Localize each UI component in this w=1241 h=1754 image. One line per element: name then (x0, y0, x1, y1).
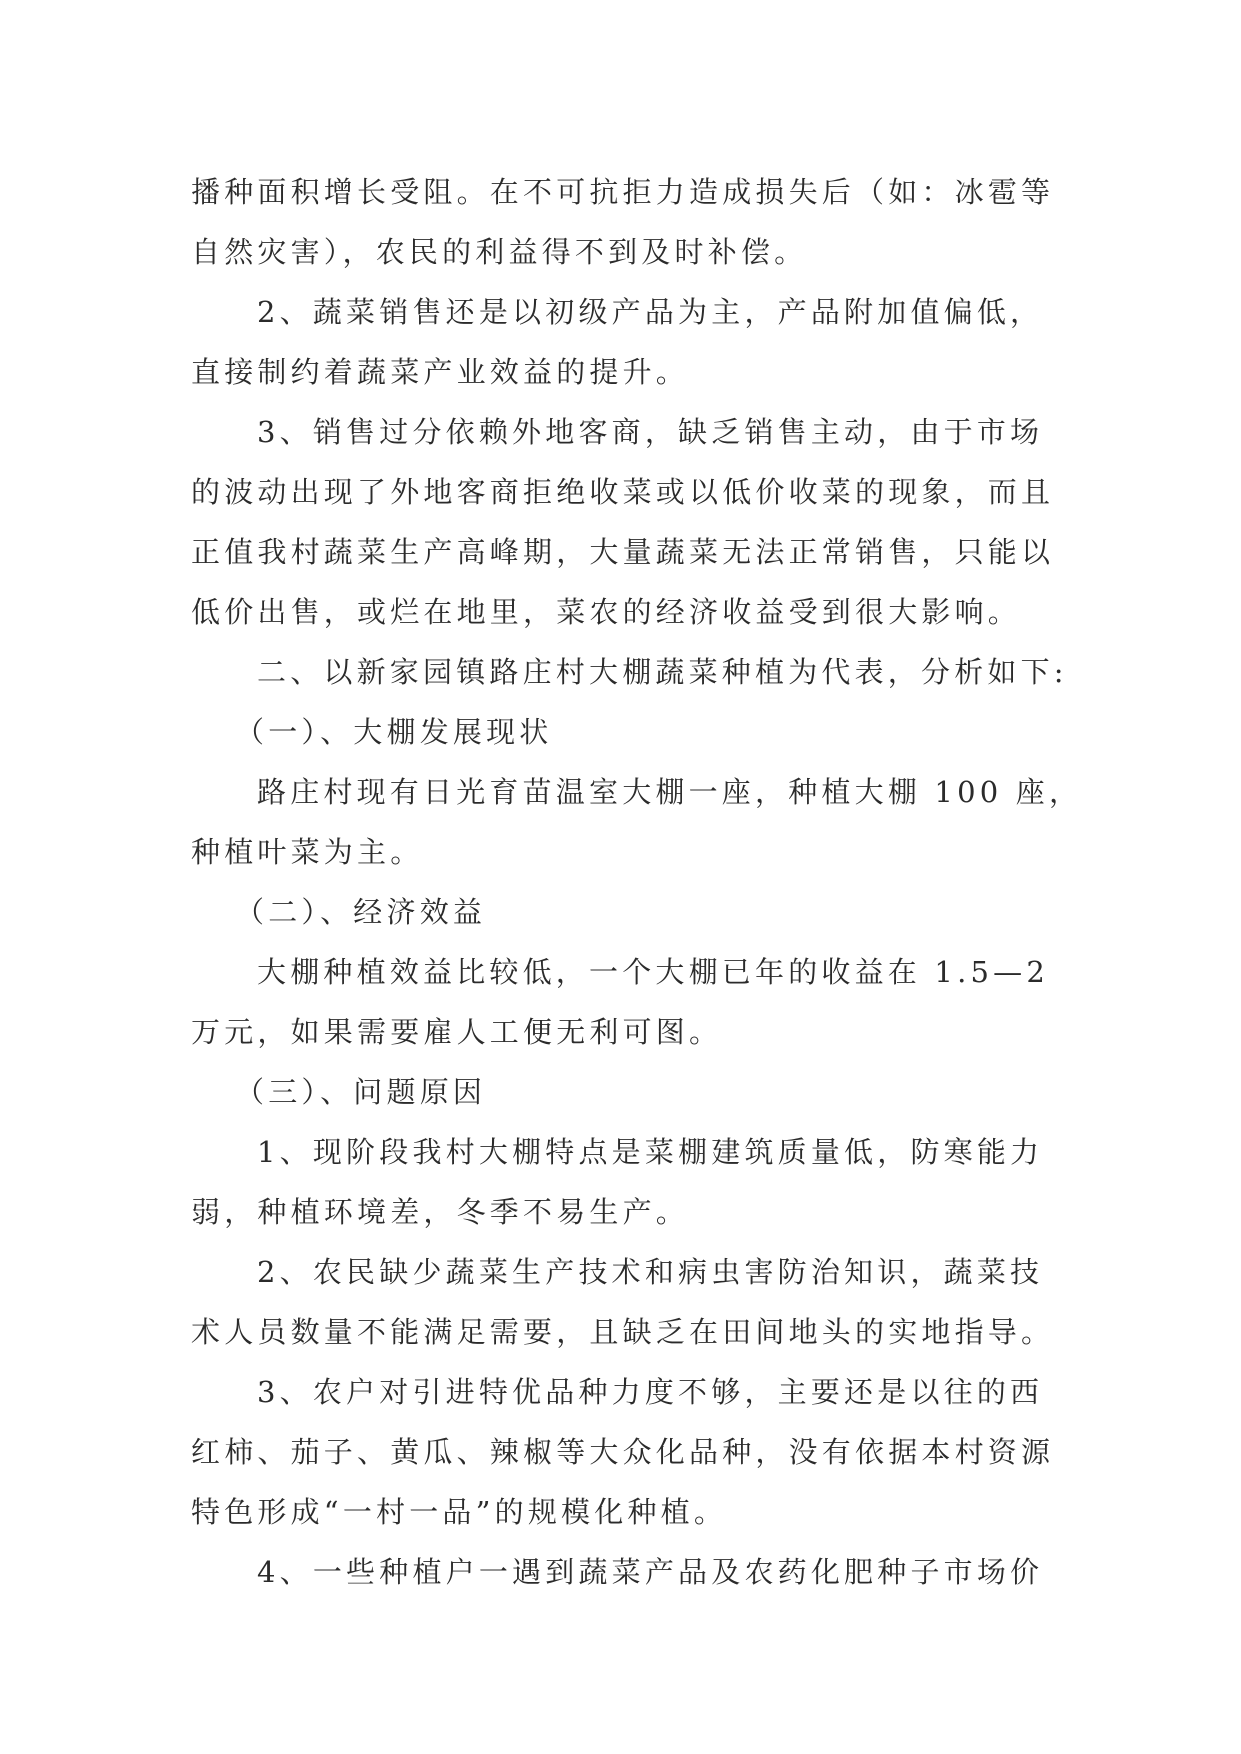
text-line: 低价出售，或烂在地里，菜农的经济收益受到很大影响。 (191, 595, 1022, 629)
text-line: 播种面积增长受阻。在不可抗拒力造成损失后（如：冰雹等 (191, 175, 1055, 209)
paragraph-sales-primary-products (191, 282, 1051, 402)
text-line: 3、农户对引进特优品种力度不够，主要还是以往的西 (257, 1375, 1044, 1409)
paragraph-sales-dependence (191, 402, 1055, 642)
paragraph-economic-benefit (191, 942, 1051, 1062)
text-line: 3、销售过分依赖外地客商，缺乏销售主动，由于市场 (257, 415, 1044, 449)
text-line: 二、以新家园镇路庄村大棚蔬菜种植为代表，分析如下: (257, 655, 1068, 689)
text-line: 直接制约着蔬菜产业效益的提升。 (191, 355, 690, 389)
text-line: 种植叶菜为主。 (191, 835, 424, 869)
text-line: 2、蔬菜销售还是以初级产品为主，产品附加值偏低， (257, 295, 1044, 329)
text-line: 1、现阶段我村大棚特点是菜棚建筑质量低，防寒能力 (257, 1135, 1044, 1169)
subheading-problem-causes (191, 1062, 1051, 1122)
subheading-economic-benefit (191, 882, 1051, 942)
text-line: 正值我村蔬菜生产高峰期，大量蔬菜无法正常销售，只能以 (191, 535, 1055, 569)
paragraph-cause-4 (191, 1542, 1051, 1602)
paragraph-cause-2 (191, 1242, 1055, 1362)
text-line: 的波动出现了外地客商拒绝收菜或以低价收菜的现象，而且 (191, 475, 1055, 509)
text-line: 弱，种植环境差，冬季不易生产。 (191, 1195, 690, 1229)
text-line: 特色形成“一村一品”的规模化种植。 (191, 1495, 728, 1529)
text-line: 路庄村现有日光育苗温室大棚一座，种植大棚 100 座， (257, 775, 1083, 809)
text-line: （三）、问题原因 (235, 1075, 487, 1109)
text-line: 4、一些种植户一遇到蔬菜产品及农药化肥种子市场价 (257, 1555, 1044, 1589)
text-line: 2、农民缺少蔬菜生产技术和病虫害防治知识，蔬菜技 (257, 1255, 1044, 1289)
text-line: 红柿、茄子、黄瓜、辣椒等大众化品种，没有依据本村资源 (191, 1435, 1055, 1469)
paragraph-continuation (191, 162, 1055, 282)
text-line: 自然灾害），农民的利益得不到及时补偿。 (191, 235, 808, 269)
document-body (191, 162, 1083, 1602)
paragraph-cause-1 (191, 1122, 1051, 1242)
text-line: 术人员数量不能满足需要，且缺乏在田间地头的实地指导。 (191, 1315, 1055, 1349)
text-line: 万元，如果需要雇人工便无利可图。 (191, 1015, 723, 1049)
text-line: 大棚种植效益比较低，一个大棚已年的收益在 1.5—2 (257, 955, 1049, 989)
paragraph-cause-3 (191, 1362, 1055, 1542)
text-line: （二）、经济效益 (235, 895, 487, 929)
paragraph-greenhouse-status (191, 762, 1083, 882)
subheading-greenhouse-status (191, 702, 1051, 762)
text-line: （一）、大棚发展现状 (235, 715, 553, 749)
section-heading-lu-zhuang (191, 642, 1068, 702)
